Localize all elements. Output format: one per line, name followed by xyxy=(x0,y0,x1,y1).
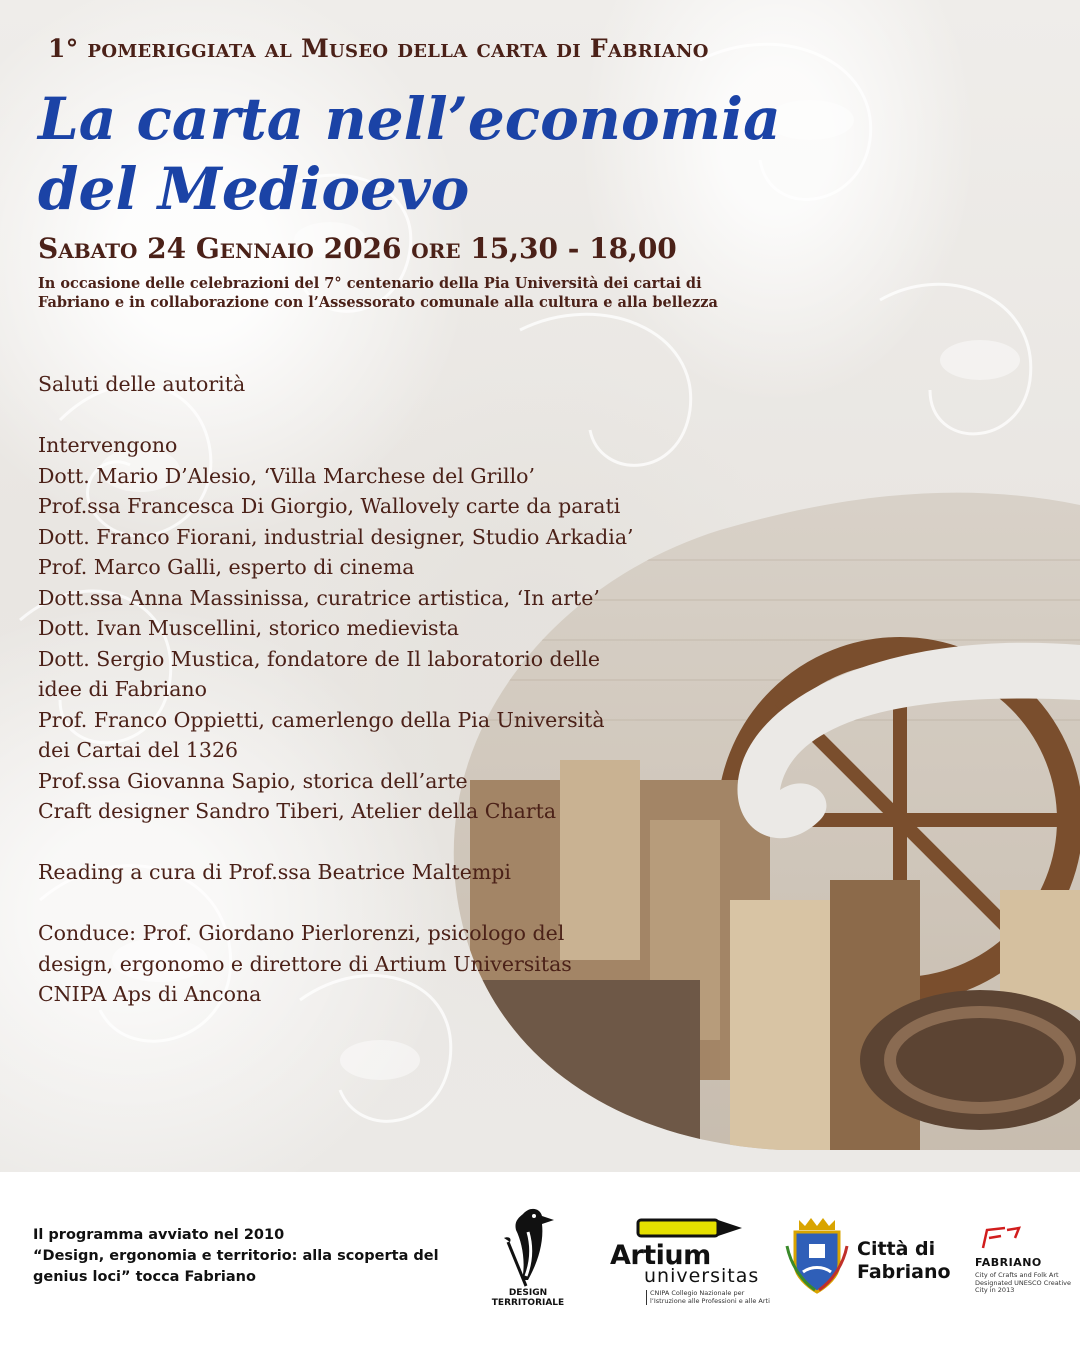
speaker-line: Prof. Marco Galli, esperto di cinema xyxy=(38,555,415,579)
citta-di-fabriano-label xyxy=(857,1238,951,1284)
design-territoriale-logo xyxy=(478,1202,578,1320)
woodpecker-logo-icon xyxy=(478,1202,578,1288)
design-territoriale-label: DESIGN TERRITORIALE xyxy=(491,1288,565,1308)
speaker-line: Dott. Franco Fiorani, industrial designer, Studio Arkadia’ xyxy=(38,524,634,549)
event-occasion: In occasione delle celebrazioni del 7° centenario della Pia Università dei cartai di Fabriano e in collaborazione con l’Assessorato comunale alla cultura e alla bellezza xyxy=(38,275,718,311)
artium-subtitle: CNIPA Collegio Nazionale per l’Istruzione alle Professioni e alle Arti xyxy=(646,1290,770,1305)
universitas-word: universitas xyxy=(644,1265,760,1287)
fabriano-unesco-logo xyxy=(975,1224,1075,1304)
fabriano-label: FABRIANO xyxy=(975,1256,1042,1269)
speaker-line: Prof. Franco Oppietti, camerlengo della Pia Università xyxy=(38,707,605,732)
citta-di-fabriano-logo xyxy=(785,1216,951,1296)
footer-line: genius loci” tocca Fabriano xyxy=(33,1269,256,1285)
fabriano-mark-icon xyxy=(979,1224,1023,1250)
title-line-1: La carta nell’economia xyxy=(38,85,781,153)
event-title xyxy=(38,84,798,224)
footer xyxy=(0,1172,1080,1350)
unesco-label: City of Crafts and Folk Art Designated UNESCO Creative City in 2013 xyxy=(975,1271,1071,1294)
event-eyebrow: 1° pomeriggiata al Museo della carta di Fabriano xyxy=(48,34,709,63)
artium-universitas-logo xyxy=(606,1212,770,1322)
speaker-line: Prof.ssa Francesca Di Giorgio, Wallovely carte da parati xyxy=(38,494,621,518)
speaker-line: Dott. Ivan Muscellini, storico medievista xyxy=(38,616,459,640)
speaker-line: idee di Fabriano xyxy=(38,677,207,701)
speaker-line: Craft designer Sandro Tiberi, Atelier della Charta xyxy=(38,799,557,823)
speaker-line: Dott.ssa Anna Massinissa, curatrice artistica, ‘In arte’ xyxy=(38,585,600,610)
city-line-1: Città di xyxy=(857,1238,936,1260)
speakers-heading: Intervengono xyxy=(38,433,178,457)
speaker-line: dei Cartai del 1326 xyxy=(38,738,239,762)
footer-line: Il programma avviato nel 2010 xyxy=(33,1227,285,1243)
host-line: CNIPA Aps di Ancona xyxy=(38,982,262,1006)
footer-text xyxy=(33,1225,473,1288)
city-line-2: Fabriano xyxy=(857,1261,951,1283)
footer-line: “Design, ergonomia e territorio: alla scoperta del xyxy=(33,1248,439,1264)
artium-word: Artium xyxy=(610,1240,711,1271)
pen-nib-logo-icon xyxy=(636,1214,746,1242)
program xyxy=(38,369,738,1010)
host-line: design, ergonomo e direttore di Artium Universitas xyxy=(38,951,572,976)
city-crest-icon xyxy=(785,1216,849,1296)
speaker-line: Dott. Sergio Mustica, fondatore de Il laboratorio delle xyxy=(38,646,601,671)
greetings: Saluti delle autorità xyxy=(38,372,246,396)
speaker-line: Dott. Mario D’Alesio, ‘Villa Marchese del Grillo’ xyxy=(38,463,536,488)
reading: Reading a cura di Prof.ssa Beatrice Maltempi xyxy=(38,860,511,884)
event-date: Sabato 24 Gennaio 2026 ore 15,30 - 18,00 xyxy=(38,232,677,265)
speaker-line: Prof.ssa Giovanna Sapio, storica dell’arte xyxy=(38,768,468,793)
host-line: Conduce: Prof. Giordano Pierlorenzi, psicologo del xyxy=(38,921,565,945)
title-line-2: del Medioevo xyxy=(38,155,470,223)
